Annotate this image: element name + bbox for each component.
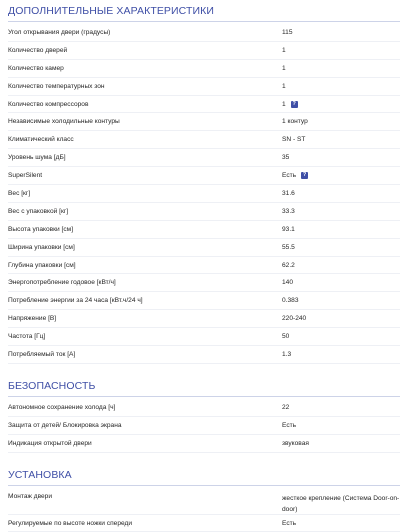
spec-row	[8, 488, 400, 515]
spec-label: Ширина упаковки [см]	[8, 243, 75, 251]
spec-label: Высота упаковки [см]	[8, 225, 74, 233]
section-title: БЕЗОПАСНОСТЬ	[8, 375, 400, 397]
spec-label: Энергопотребление годовое [кВт/ч]	[8, 279, 116, 287]
spec-label: Количество компрессоров	[8, 100, 89, 108]
spec-value-text: 50	[282, 333, 290, 341]
spec-table	[8, 488, 400, 532]
section-title: ДОПОЛНИТЕЛЬНЫЕ ХАРАКТЕРИСТИКИ	[8, 0, 400, 22]
spec-value	[282, 29, 400, 36]
spec-value-text: 93.1	[282, 225, 295, 233]
help-icon[interactable]: ?	[292, 100, 296, 107]
spec-value-text: 1.3	[282, 350, 292, 358]
spec-value	[282, 208, 400, 215]
spec-value	[282, 520, 400, 527]
spec-row	[8, 310, 400, 328]
spec-row	[8, 78, 400, 96]
spec-label: Вес с упаковкой [кг]	[8, 207, 69, 215]
spec-value-text: 33.3	[282, 207, 295, 215]
spec-value-text: Есть	[282, 172, 297, 180]
spec-label: Монтаж двери	[8, 492, 53, 500]
spec-row	[8, 292, 400, 310]
spec-value	[282, 47, 400, 54]
spec-label: Защита от детей/ Блокировка экрана	[8, 421, 122, 429]
spec-label: Независимые холодильные контуры	[8, 118, 120, 126]
spec-value	[282, 351, 400, 358]
spec-row	[8, 435, 400, 453]
spec-value-text: 220-240	[282, 315, 307, 323]
spec-value-text: 1	[282, 100, 286, 108]
spec-row	[8, 42, 400, 60]
spec-row	[8, 96, 400, 114]
spec-value	[282, 118, 400, 125]
spec-row	[8, 60, 400, 78]
spec-value	[282, 333, 400, 340]
spec-row	[8, 221, 400, 239]
spec-row	[8, 185, 400, 203]
spec-value	[282, 262, 400, 269]
spec-label: Количество температурных зон	[8, 82, 105, 90]
spec-value	[282, 404, 400, 411]
spec-value	[282, 172, 400, 179]
spec-value-text: SN - ST	[282, 136, 306, 144]
spec-content	[8, 0, 400, 532]
spec-label: Потребляемый ток [А]	[8, 350, 76, 358]
spec-value-text: 0.383	[282, 297, 299, 305]
spec-row	[8, 399, 400, 417]
spec-value-text: жесткое крепление (Система Door-on-door)	[282, 494, 400, 513]
spec-value-text: 140	[282, 279, 294, 287]
help-icon[interactable]: ?	[302, 172, 307, 179]
spec-table	[8, 399, 400, 453]
spec-value	[282, 279, 400, 286]
spec-value	[282, 136, 400, 143]
spec-value	[282, 493, 400, 515]
spec-row	[8, 346, 400, 364]
spec-row	[8, 257, 400, 275]
spec-row	[8, 239, 400, 257]
spec-value-text: 115	[282, 28, 293, 36]
spec-value	[282, 244, 400, 251]
spec-table	[8, 24, 400, 364]
spec-value	[282, 83, 400, 90]
spec-value-text: 31.6	[282, 189, 295, 197]
spec-value	[282, 101, 400, 108]
spec-value-text: Есть	[282, 421, 297, 429]
spec-row	[8, 515, 400, 532]
spec-row	[8, 24, 400, 42]
spec-label: Регулируемые по высоте ножки спереди	[8, 519, 133, 527]
spec-value	[282, 440, 400, 447]
spec-label: Глубина упаковки [см]	[8, 261, 76, 269]
spec-row	[8, 328, 400, 346]
spec-label: Количество дверей	[8, 46, 68, 54]
spec-value-text: 35	[282, 154, 290, 162]
spec-label: Частота [Гц]	[8, 333, 46, 341]
spec-value	[282, 297, 400, 304]
spec-value	[282, 154, 400, 161]
spec-value-text: Есть	[282, 519, 297, 527]
spec-value-text: звуковая	[282, 439, 309, 447]
spec-value-text: 62.2	[282, 261, 295, 269]
spec-label: Автономное сохранение холода [ч]	[8, 403, 116, 411]
spec-value-text: 1 контур	[282, 118, 308, 126]
spec-value	[282, 315, 400, 322]
spec-value-text: 55.5	[282, 243, 295, 251]
spec-value	[282, 190, 400, 197]
spec-row	[8, 149, 400, 167]
spec-value-text: 22	[282, 403, 290, 411]
spec-value	[282, 422, 400, 429]
spec-label: Вес [кг]	[8, 189, 31, 197]
spec-value	[282, 226, 400, 233]
spec-value-text: 1	[282, 82, 286, 90]
spec-label: Климатический класс	[8, 136, 74, 144]
spec-label: Количество камер	[8, 64, 64, 72]
spec-label: Уровень шума [дБ]	[8, 154, 66, 162]
spec-value	[282, 65, 400, 72]
spec-label: Потребление энергии за 24 часа [кВт.ч/24 ч]	[8, 297, 143, 305]
spec-row	[8, 113, 400, 131]
spec-row	[8, 417, 400, 435]
spec-label: Напряжение [В]	[8, 315, 57, 323]
spec-label: Угол открывания двери (градусы)	[8, 28, 111, 36]
spec-row	[8, 131, 400, 149]
spec-value-text: 1	[282, 64, 286, 72]
spec-value-text: 1	[282, 46, 286, 54]
spec-row	[8, 274, 400, 292]
spec-row	[8, 167, 400, 185]
section-title: УСТАНОВКА	[8, 464, 400, 486]
spec-label: Индикация открытой двери	[8, 439, 92, 447]
spec-label: SuperSilent	[8, 172, 43, 180]
spec-row	[8, 203, 400, 221]
